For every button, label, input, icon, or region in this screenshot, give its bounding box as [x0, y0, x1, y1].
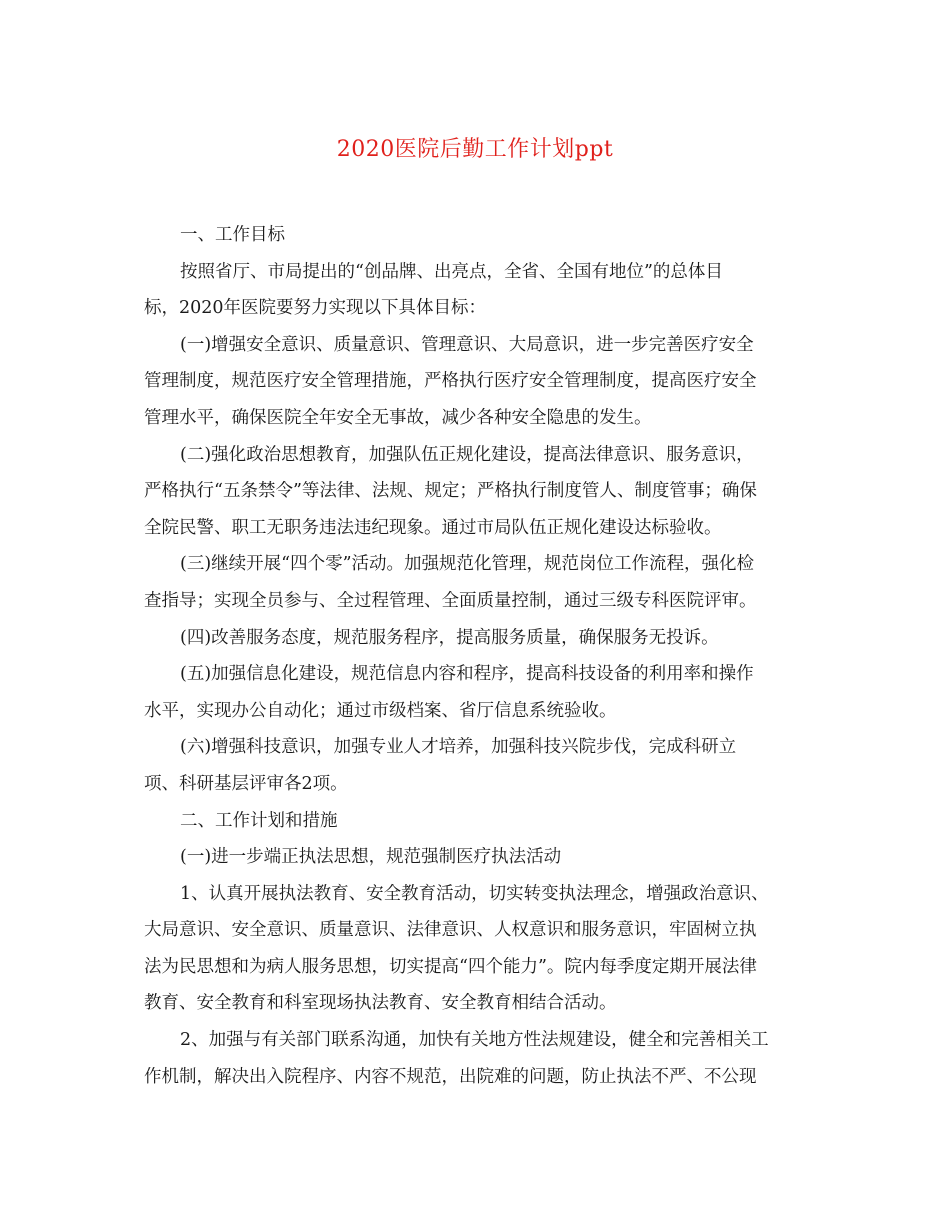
text-line: 管理水平，确保医院全年安全无事故，减少各种安全隐患的发生。	[144, 407, 652, 428]
text-line: 1、认真开展执法教育、安全教育活动，切实转变执法理念，增强政治意识、	[180, 883, 769, 904]
text-line: (六)增强科技意识，加强专业人才培养，加强科技兴院步伐，完成科研立	[180, 737, 737, 758]
text-line: (三)继续开展“四个零”活动。加强规范化管理，规范岗位工作流程，强化检	[180, 554, 755, 575]
text-line: 查指导；实现全员参与、全过程管理、全面质量控制，通过三级专科医院评审。	[144, 590, 757, 611]
text-line: 按照省厅、市局提出的“创品牌、出亮点，全省、全国有地位”的总体目	[180, 261, 723, 282]
text-line: 教育、安全教育和科室现场执法教育、安全教育相结合活动。	[144, 993, 617, 1014]
text-line: 管理制度，规范医疗安全管理措施，严格执行医疗安全管理制度，提高医疗安全	[144, 371, 757, 392]
document-body	[144, 217, 814, 1095]
text-line: (二)强化政治思想教育，加强队伍正规化建设，提高法律意识、服务意识，	[180, 444, 754, 465]
text-line: 严格执行“五条禁令”等法律、法规、规定；严格执行制度管人、制度管事；确保	[144, 481, 757, 502]
text-line: 一、工作目标	[180, 225, 285, 245]
text-line: 全院民警、职工无职务违法违纪现象。通过市局队伍正规化建设达标验收。	[144, 517, 722, 538]
text-line: 2、加强与有关部门联系沟通，加快有关地方性法规建设，健全和完善相关工	[180, 1030, 769, 1051]
text-line: 水平，实现办公自动化；通过市级档案、省厅信息系统验收。	[144, 700, 617, 721]
text-line: 项、科研基层评审各2项。	[144, 773, 348, 794]
text-line: (一)进一步端正执法思想，规范强制医疗执法活动	[180, 847, 562, 868]
text-line: 法为民思想和为病人服务思想，切实提高“四个能力”。院内每季度定期开展法律	[144, 956, 757, 977]
text-line: 标，2020年医院要努力实现以下具体目标：	[144, 298, 487, 319]
text-line: (一)增强安全意识、质量意识、管理意识、大局意识，进一步完善医疗安全	[180, 334, 754, 355]
text-line: (四)改善服务态度，规范服务程序，提高服务质量，确保服务无投诉。	[180, 627, 719, 648]
text-line: (五)加强信息化建设，规范信息内容和程序，提高科技设备的利用率和操作	[180, 664, 754, 685]
text-line: 大局意识、安全意识、质量意识、法律意识、人权意识和服务意识，牢固树立执	[144, 920, 757, 941]
text-line: 二、工作计划和措施	[180, 810, 338, 831]
text-line: 作机制，解决出入院程序、内容不规范，出院难的问题，防止执法不严、不公现	[144, 1066, 757, 1087]
document-title: 2020医院后勤工作计划ppt	[336, 137, 614, 162]
